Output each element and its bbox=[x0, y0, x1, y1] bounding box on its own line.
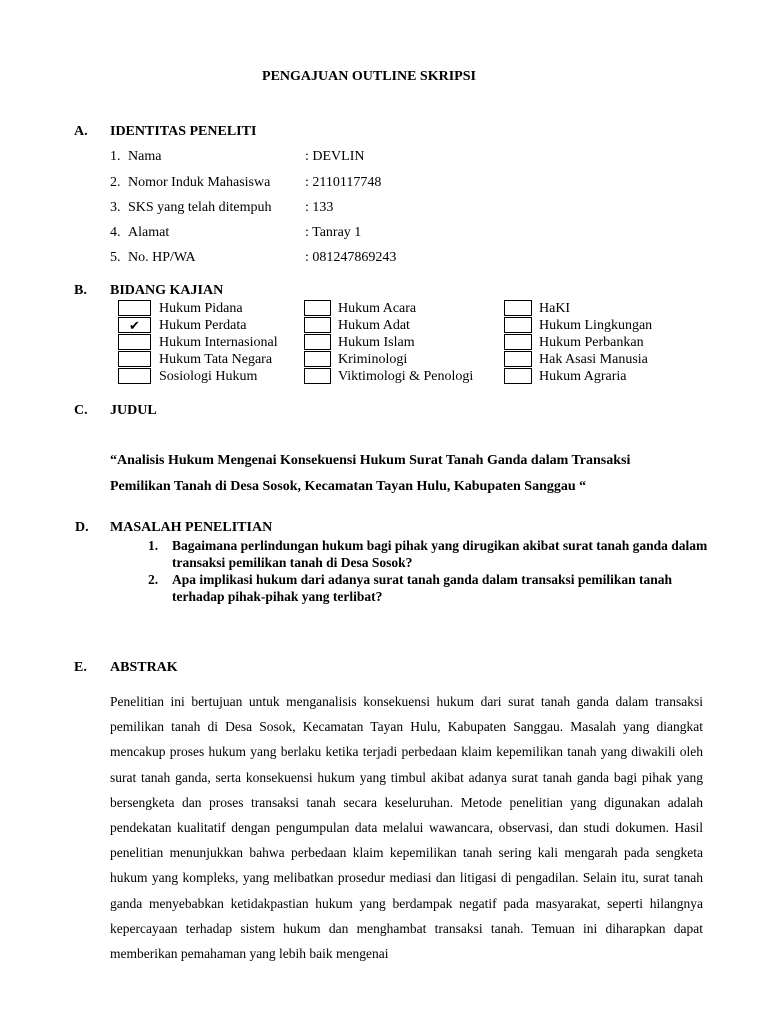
identity-num: 5. bbox=[110, 250, 121, 265]
bidang-label: Hukum Perdata bbox=[159, 318, 247, 333]
bidang-label: Viktimologi & Penologi bbox=[338, 369, 474, 384]
bidang-checkbox[interactable] bbox=[304, 317, 331, 333]
bidang-checkbox[interactable] bbox=[504, 351, 532, 367]
bidang-checkbox[interactable] bbox=[118, 300, 151, 316]
identity-num: 3. bbox=[110, 200, 121, 215]
bidang-checkbox[interactable] bbox=[118, 334, 151, 350]
identity-row-alamat bbox=[110, 225, 361, 241]
identity-label: SKS yang telah ditempuh bbox=[128, 200, 272, 215]
identity-label: Alamat bbox=[128, 225, 170, 240]
identity-row-sks bbox=[110, 200, 333, 216]
identity-value: : 133 bbox=[305, 200, 334, 215]
section-b-letter: B. bbox=[74, 283, 87, 298]
masalah-text: Bagaimana perlindungan hukum bagi pihak yang dirugikan akibat surat tanah ganda dalam transaksi pemilikan tanah di Desa Sosok? bbox=[172, 538, 708, 570]
bidang-label: Hukum Agraria bbox=[539, 369, 627, 384]
bidang-checkbox[interactable] bbox=[118, 351, 151, 367]
identity-num: 2. bbox=[110, 175, 121, 190]
bidang-label: Hukum Lingkungan bbox=[539, 318, 653, 333]
section-a-title: IDENTITAS PENELITI bbox=[110, 124, 257, 139]
identity-label: Nomor Induk Mahasiswa bbox=[128, 175, 271, 190]
identity-value: : 081247869243 bbox=[305, 250, 397, 265]
masalah-item bbox=[148, 537, 708, 571]
bidang-checkbox[interactable] bbox=[304, 368, 331, 384]
bidang-label: Hukum Internasional bbox=[159, 335, 278, 350]
bidang-label: HaKI bbox=[539, 301, 571, 316]
document-title: PENGAJUAN OUTLINE SKRIPSI bbox=[262, 69, 476, 84]
section-d-title: MASALAH PENELITIAN bbox=[110, 520, 273, 535]
bidang-checkbox[interactable] bbox=[304, 351, 331, 367]
identity-value: : Tanray 1 bbox=[305, 225, 362, 240]
judul-line-1: “Analisis Hukum Mengenai Konsekuensi Hukum Surat Tanah Ganda dalam Transaksi bbox=[110, 453, 631, 468]
section-c-title: JUDUL bbox=[110, 403, 157, 418]
identity-value: : 2110117748 bbox=[305, 175, 382, 190]
bidang-checkbox[interactable] bbox=[504, 334, 532, 350]
masalah-text: Apa implikasi hukum dari adanya surat tanah ganda dalam transaksi pemilikan tanah terhadap pihak-pihak yang terlibat? bbox=[172, 572, 673, 604]
bidang-label: Hukum Tata Negara bbox=[159, 352, 273, 367]
identity-label: Nama bbox=[128, 149, 162, 164]
identity-label: No. HP/WA bbox=[128, 250, 196, 265]
identity-row-nama bbox=[110, 149, 365, 165]
identity-num: 1. bbox=[110, 149, 121, 164]
section-c-letter: C. bbox=[74, 403, 88, 418]
bidang-checkbox[interactable] bbox=[504, 368, 532, 384]
masalah-number: 2. bbox=[148, 572, 159, 587]
bidang-checkbox[interactable] bbox=[504, 317, 532, 333]
judul-line-2: Pemilikan Tanah di Desa Sosok, Kecamatan Tayan Hulu, Kabupaten Sanggau “ bbox=[110, 479, 587, 494]
abstract-text: Penelitian ini bertujuan untuk menganalisis konsekuensi hukum dari surat tanah ganda dalam transaksi pemilikan tanah di Desa Sosok, Kecamatan Tayan Hulu, Kabupaten Sanggau. Masalah yang diangkat mencakup proses hukum yang berlaku ketika terjadi perbedaan klaim kepemilikan tanah yang diwakili oleh surat tanah ganda, serta konsekuensi hukum yang timbul akibat adanya surat tanah ganda bagi pihak yang bersengketa dan proses transaksi tanah secara keseluruhan. Metode penelitian yang digunakan adalah pendekatan kualitatif dengan pengumpulan data melalui wawancara, observasi, dan studi dokumen. Hasil penelitian menunjukkan bahwa perbedaan klaim kepemilikan tanah sering kali mengarah pada sengketa hukum yang kompleks, yang melibatkan prosedur mediasi dan litigasi di pengadilan. Selain itu, surat tanah ganda menyebabkan ketidakpastian hukum yang berdampak negatif pada masyarakat, seperti hilangnya kepercayaan terhadap sistem hukum dan menghambat transaksi tanah. Temuan ini diharapkan dapat memberikan pemahaman yang lebih baik mengenai bbox=[110, 694, 703, 962]
section-a-letter: A. bbox=[74, 124, 88, 139]
bidang-label: Hukum Perbankan bbox=[539, 335, 644, 350]
identity-value: : DEVLIN bbox=[305, 149, 365, 164]
section-e-letter: E. bbox=[74, 660, 87, 675]
bidang-label: Kriminologi bbox=[338, 352, 408, 367]
section-d-letter: D. bbox=[75, 520, 89, 535]
identity-row-nim bbox=[110, 175, 381, 191]
bidang-checkbox[interactable] bbox=[118, 368, 151, 384]
bidang-label: Hukum Adat bbox=[338, 318, 410, 333]
section-e-title: ABSTRAK bbox=[110, 660, 178, 675]
bidang-label: Hukum Acara bbox=[338, 301, 417, 316]
bidang-checkbox[interactable] bbox=[504, 300, 532, 316]
section-b-title: BIDANG KAJIAN bbox=[110, 283, 224, 298]
masalah-item bbox=[148, 571, 708, 605]
bidang-label: Hak Asasi Manusia bbox=[539, 352, 648, 367]
bidang-label: Hukum Pidana bbox=[159, 301, 243, 316]
bidang-label: Sosiologi Hukum bbox=[159, 369, 258, 384]
bidang-checkbox[interactable] bbox=[304, 300, 331, 316]
identity-row-phone bbox=[110, 250, 396, 266]
masalah-number: 1. bbox=[148, 538, 159, 553]
bidang-checkbox-checked[interactable]: ✔ bbox=[118, 317, 151, 333]
bidang-checkbox[interactable] bbox=[304, 334, 331, 350]
bidang-label: Hukum Islam bbox=[338, 335, 415, 350]
identity-num: 4. bbox=[110, 225, 121, 240]
